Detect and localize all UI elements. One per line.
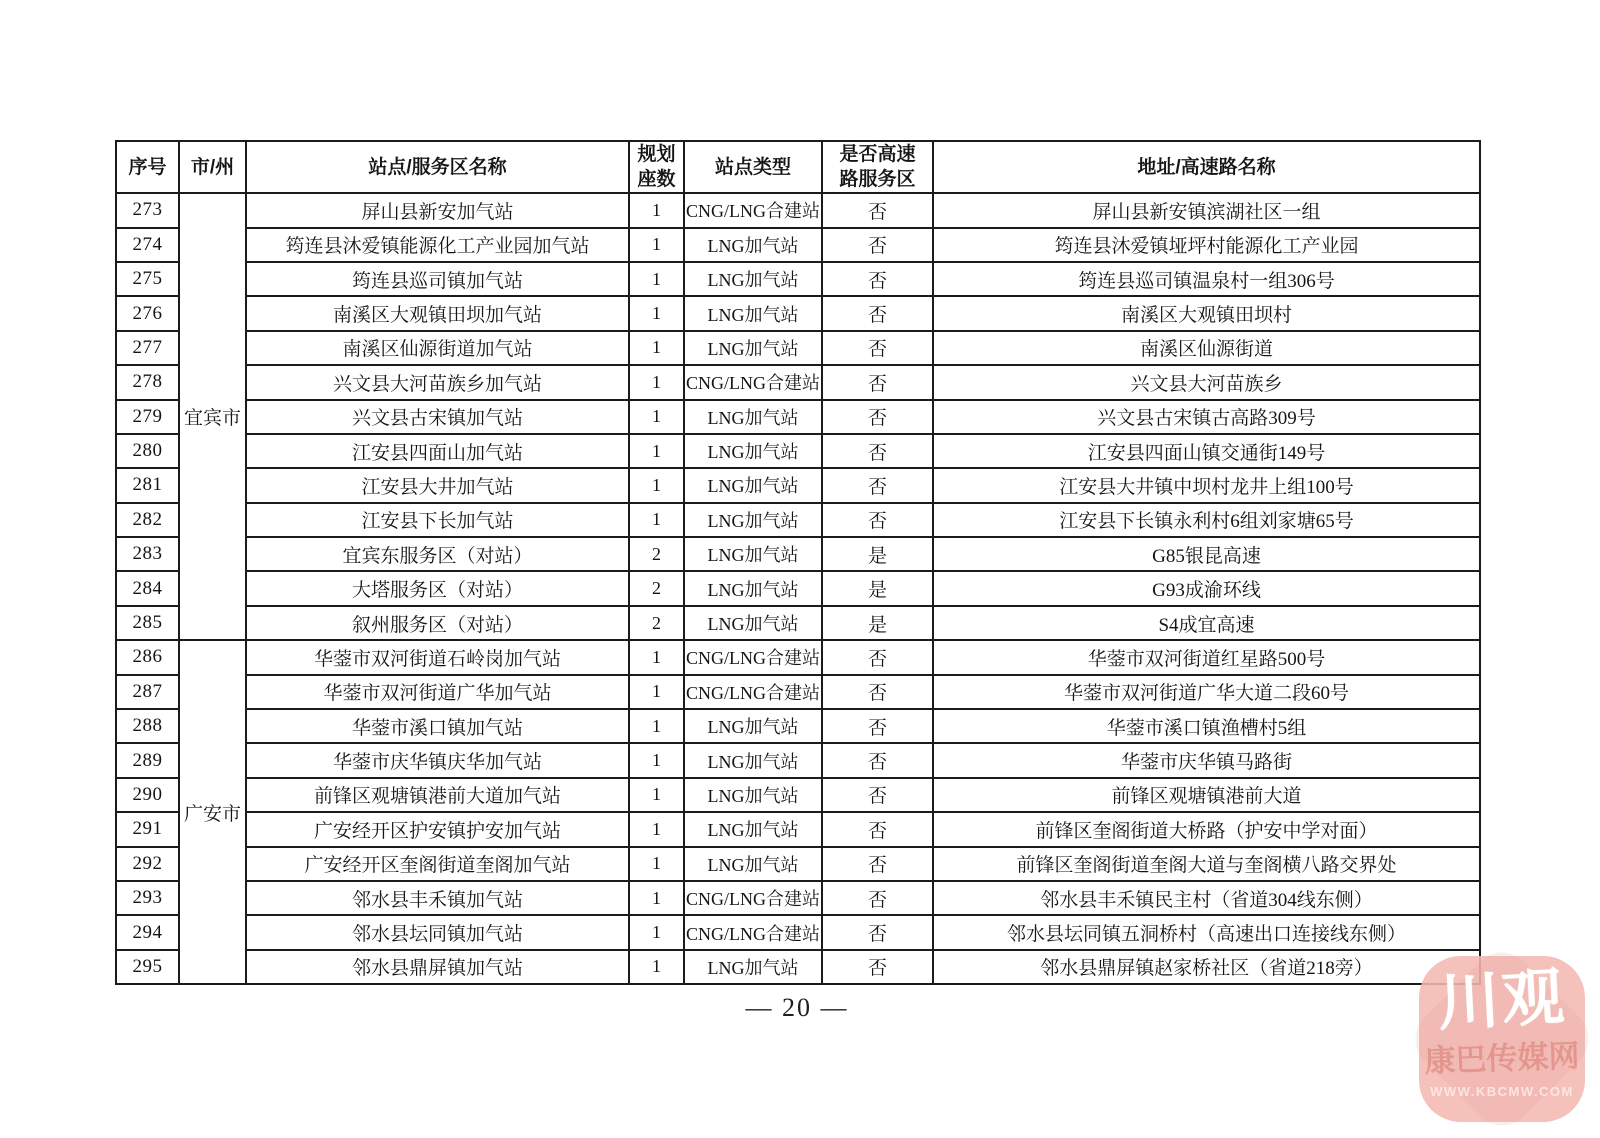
seats-cell: 1 [629,468,684,502]
address-cell: 江安县大井镇中坝村龙井上组100号 [933,468,1480,502]
header-highway-service: 是否高速路服务区 [822,141,933,193]
serial-cell: 280 [116,434,179,468]
watermark-logo: 川观 [1436,963,1568,1039]
serial-cell: 275 [116,262,179,296]
highway-service-cell: 否 [822,847,933,881]
address-cell: 邻水县丰禾镇民主村（省道304线东侧） [933,881,1480,915]
seats-cell: 1 [629,709,684,743]
address-cell: 南溪区仙源街道 [933,331,1480,365]
table-row [116,950,1480,984]
table-body [116,193,1480,984]
type-cell: LNG加气站 [684,468,822,502]
station-name-cell: 大塔服务区（对站） [246,571,629,605]
highway-service-cell: 否 [822,228,933,262]
header-station-name: 站点/服务区名称 [246,141,629,193]
watermark-url: WWW.KBCMW.COM [1430,1084,1574,1099]
station-name-cell: 华蓥市双河街道广华加气站 [246,675,629,709]
table-row [116,640,1480,674]
highway-service-cell: 否 [822,743,933,777]
highway-service-cell: 否 [822,296,933,330]
station-name-cell: 南溪区大观镇田坝加气站 [246,296,629,330]
station-name-cell: 华蓥市庆华镇庆华加气站 [246,743,629,777]
highway-service-cell: 否 [822,331,933,365]
page-number: — 20 — [745,993,849,1022]
table-row [116,571,1480,605]
type-cell: LNG加气站 [684,537,822,571]
address-cell: 江安县下长镇永利村6组刘家塘65号 [933,503,1480,537]
table-row [116,228,1480,262]
address-cell: 华蓥市庆华镇马路街 [933,743,1480,777]
highway-service-cell: 否 [822,434,933,468]
station-name-cell: 江安县大井加气站 [246,468,629,502]
address-cell: G93成渝环线 [933,571,1480,605]
highway-service-cell: 否 [822,503,933,537]
table-row [116,743,1480,777]
station-name-cell: 江安县四面山加气站 [246,434,629,468]
address-cell: 江安县四面山镇交通街149号 [933,434,1480,468]
seats-cell: 1 [629,640,684,674]
address-cell: 前锋区奎阁街道大桥路（护安中学对面） [933,812,1480,846]
seats-cell: 1 [629,675,684,709]
station-name-cell: 南溪区仙源街道加气站 [246,331,629,365]
highway-service-cell: 否 [822,950,933,984]
table-row [116,778,1480,812]
seats-cell: 1 [629,881,684,915]
serial-cell: 295 [116,950,179,984]
serial-cell: 293 [116,881,179,915]
seats-cell: 1 [629,262,684,296]
serial-cell: 274 [116,228,179,262]
address-cell: 屏山县新安镇滨湖社区一组 [933,193,1480,227]
highway-service-cell: 否 [822,400,933,434]
highway-service-cell: 否 [822,709,933,743]
serial-cell: 290 [116,778,179,812]
serial-cell: 286 [116,640,179,674]
table-row [116,606,1480,640]
highway-service-cell: 是 [822,537,933,571]
seats-cell: 1 [629,228,684,262]
serial-cell: 285 [116,606,179,640]
type-cell: LNG加气站 [684,571,822,605]
type-cell: LNG加气站 [684,950,822,984]
address-cell: 筠连县巡司镇温泉村一组306号 [933,262,1480,296]
type-cell: LNG加气站 [684,743,822,777]
address-cell: 兴文县古宋镇古高路309号 [933,400,1480,434]
watermark-subtitle: 康巴传媒网 [1423,1038,1581,1079]
highway-service-cell: 是 [822,571,933,605]
serial-cell: 281 [116,468,179,502]
seats-cell: 1 [629,778,684,812]
seats-cell: 1 [629,503,684,537]
table-row [116,881,1480,915]
seats-cell: 1 [629,434,684,468]
table-row [116,812,1480,846]
station-name-cell: 前锋区观塘镇港前大道加气站 [246,778,629,812]
address-cell: 华蓥市双河街道广华大道二段60号 [933,675,1480,709]
highway-service-cell: 是 [822,606,933,640]
type-cell: CNG/LNG合建站 [684,365,822,399]
seats-cell: 1 [629,365,684,399]
serial-cell: 273 [116,193,179,227]
address-cell: S4成宜高速 [933,606,1480,640]
station-name-cell: 筠连县沐爱镇能源化工产业园加气站 [246,228,629,262]
address-cell: 筠连县沐爱镇垭坪村能源化工产业园 [933,228,1480,262]
address-cell: 前锋区奎阁街道奎阁大道与奎阁横八路交界处 [933,847,1480,881]
header-serial: 序号 [116,141,179,193]
header-station-type: 站点类型 [684,141,822,193]
type-cell: LNG加气站 [684,847,822,881]
seats-cell: 1 [629,193,684,227]
serial-cell: 277 [116,331,179,365]
station-name-cell: 兴文县大河苗族乡加气站 [246,365,629,399]
type-cell: LNG加气站 [684,434,822,468]
station-name-cell: 广安经开区护安镇护安加气站 [246,812,629,846]
station-name-cell: 宜宾东服务区（对站） [246,537,629,571]
station-name-cell: 华蓥市溪口镇加气站 [246,709,629,743]
table-row [116,400,1480,434]
table-row [116,193,1480,227]
highway-service-cell: 否 [822,881,933,915]
table-row [116,331,1480,365]
table-row [116,262,1480,296]
header-planned-seats: 规划座数 [629,141,684,193]
type-cell: CNG/LNG合建站 [684,193,822,227]
table-row [116,675,1480,709]
serial-cell: 287 [116,675,179,709]
station-name-cell: 兴文县古宋镇加气站 [246,400,629,434]
table-row [116,365,1480,399]
table-row [116,434,1480,468]
station-table [115,140,1481,985]
address-cell: 兴文县大河苗族乡 [933,365,1480,399]
seats-cell: 1 [629,950,684,984]
highway-service-cell: 否 [822,640,933,674]
highway-service-cell: 否 [822,675,933,709]
seats-cell: 2 [629,571,684,605]
type-cell: CNG/LNG合建站 [684,675,822,709]
table-row [116,709,1480,743]
header-city: 市/州 [179,141,246,193]
station-name-cell: 屏山县新安加气站 [246,193,629,227]
table-row [116,537,1480,571]
type-cell: LNG加气站 [684,331,822,365]
seats-cell: 2 [629,537,684,571]
seats-cell: 1 [629,331,684,365]
type-cell: LNG加气站 [684,812,822,846]
table-header [116,141,1480,193]
type-cell: LNG加气站 [684,262,822,296]
type-cell: LNG加气站 [684,709,822,743]
serial-cell: 294 [116,915,179,949]
serial-cell: 289 [116,743,179,777]
table-row [116,847,1480,881]
type-cell: CNG/LNG合建站 [684,640,822,674]
station-name-cell: 筠连县巡司镇加气站 [246,262,629,296]
serial-cell: 278 [116,365,179,399]
city-cell: 广安市 [179,640,246,984]
serial-cell: 276 [116,296,179,330]
highway-service-cell: 否 [822,365,933,399]
highway-service-cell: 否 [822,812,933,846]
type-cell: CNG/LNG合建站 [684,881,822,915]
serial-cell: 284 [116,571,179,605]
station-name-cell: 邻水县丰禾镇加气站 [246,881,629,915]
city-cell: 宜宾市 [179,193,246,640]
station-name-cell: 邻水县鼎屏镇加气站 [246,950,629,984]
type-cell: LNG加气站 [684,400,822,434]
station-name-cell: 叙州服务区（对站） [246,606,629,640]
seats-cell: 1 [629,296,684,330]
type-cell: LNG加气站 [684,503,822,537]
header-row [116,141,1480,193]
seats-cell: 2 [629,606,684,640]
table-row [116,915,1480,949]
station-name-cell: 江安县下长加气站 [246,503,629,537]
address-cell: 华蓥市双河街道红星路500号 [933,640,1480,674]
serial-cell: 288 [116,709,179,743]
address-cell: G85银昆高速 [933,537,1480,571]
type-cell: LNG加气站 [684,778,822,812]
station-name-cell: 华蓥市双河街道石岭岗加气站 [246,640,629,674]
station-name-cell: 邻水县坛同镇加气站 [246,915,629,949]
highway-service-cell: 否 [822,778,933,812]
serial-cell: 279 [116,400,179,434]
address-cell: 邻水县坛同镇五洞桥村（高速出口连接线东侧） [933,915,1480,949]
type-cell: LNG加气站 [684,606,822,640]
type-cell: CNG/LNG合建站 [684,915,822,949]
serial-cell: 292 [116,847,179,881]
seats-cell: 1 [629,743,684,777]
table-row [116,503,1480,537]
seats-cell: 1 [629,812,684,846]
seats-cell: 1 [629,400,684,434]
highway-service-cell: 否 [822,468,933,502]
watermark [1419,956,1585,1122]
address-cell: 华蓥市溪口镇渔槽村5组 [933,709,1480,743]
address-cell: 前锋区观塘镇港前大道 [933,778,1480,812]
seats-cell: 1 [629,847,684,881]
address-cell: 南溪区大观镇田坝村 [933,296,1480,330]
station-name-cell: 广安经开区奎阁街道奎阁加气站 [246,847,629,881]
serial-cell: 282 [116,503,179,537]
table-row [116,468,1480,502]
highway-service-cell: 否 [822,193,933,227]
seats-cell: 1 [629,915,684,949]
serial-cell: 291 [116,812,179,846]
table-row [116,296,1480,330]
type-cell: LNG加气站 [684,296,822,330]
highway-service-cell: 否 [822,915,933,949]
header-address: 地址/高速路名称 [933,141,1480,193]
type-cell: LNG加气站 [684,228,822,262]
serial-cell: 283 [116,537,179,571]
address-cell: 邻水县鼎屏镇赵家桥社区（省道218旁） [933,950,1480,984]
highway-service-cell: 否 [822,262,933,296]
